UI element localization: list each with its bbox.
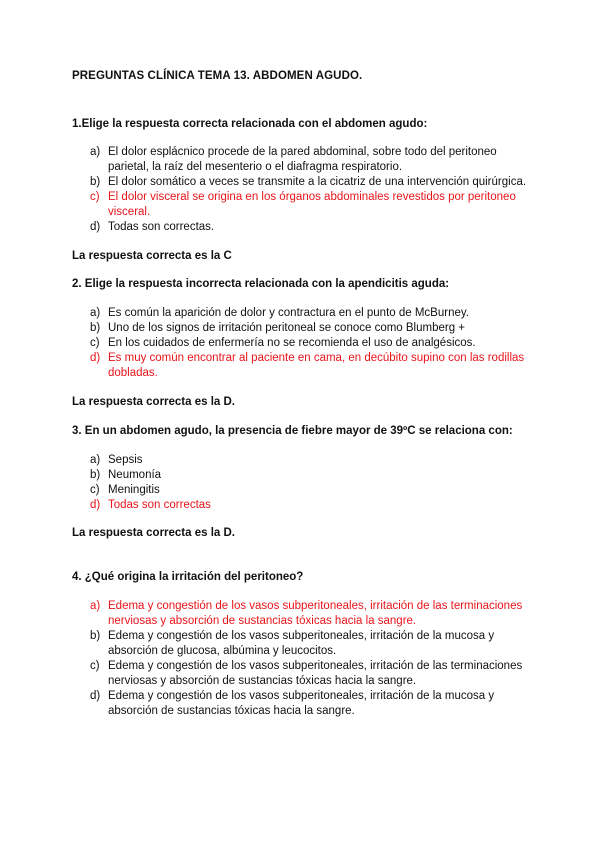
option-1b: b) El dolor somático a veces se transmite a la cicatriz de una intervención quirúrgica. [90,176,527,188]
question-2-options [90,306,535,381]
option-4b: b) Edema y congestión de los vasos subperitoneales, irritación de la mucosa y absorción de glucosa, albúmina y leucocitos. [90,630,495,657]
option-2d-correct: d) Es muy común encontrar al paciente en cama, en decúbito supino con las rodillas dobladas. [90,352,525,379]
option-2a: a) Es común la aparición de dolor y contractura en el punto de McBurney. [90,307,469,319]
question-3-title: 3. En un abdomen agudo, la presencia de fiebre mayor de 39ºC se relaciona con: [72,425,513,437]
option-4d: d) Edema y congestión de los vasos subperitoneales, irritación de la mucosa y absorción de sustancias tóxicas hacia la sangre. [90,690,495,717]
option-1c-correct: c) El dolor visceral se origina en los órganos abdominales revestidos por peritoneo visceral. [90,191,516,218]
question-1-title: 1.Elige la respuesta correcta relacionada con el abdomen agudo: [72,118,428,130]
option-2c: c) En los cuidados de enfermería no se recomienda el uso de analgésicos. [90,337,476,349]
option-3a: a) Sepsis [90,454,143,466]
option-3b: b) Neumonía [90,469,162,481]
question-2-title: 2. Elige la respuesta incorrecta relacionada con la apendicitis aguda: [72,278,450,290]
question-1-options [90,145,535,235]
option-4c: c) Edema y congestión de los vasos subperitoneales, irritación de las terminaciones nerviosas y absorción de sustancias tóxicas hacia la sangre. [90,660,523,687]
answer-3: La respuesta correcta es la D. [72,527,235,539]
option-1a: a) El dolor esplácnico procede de la pared abdominal, sobre todo del peritoneo parietal, la raíz del mesenterio o el diafragma respiratorio. [90,146,497,173]
option-3c: c) Meningitis [90,484,160,496]
question-3-options [90,453,535,513]
document-title: PREGUNTAS CLÍNICA TEMA 13. ABDOMEN AGUDO. [72,70,363,82]
option-3d-correct: d) Todas son correctas [90,499,211,511]
option-1d: d) Todas son correctas. [90,221,215,233]
option-2b: b) Uno de los signos de irritación peritoneal se conoce como Blumberg + [90,322,466,334]
question-4-options [90,599,535,719]
answer-2: La respuesta correcta es la D. [72,396,235,408]
option-4a-correct: a) Edema y congestión de los vasos subperitoneales, irritación de las terminaciones nerviosas y absorción de sustancias tóxicas hacia la sangre. [90,600,523,627]
answer-1: La respuesta correcta es la C [72,250,232,262]
question-4-title: 4. ¿Qué origina la irritación del peritoneo? [72,571,304,583]
